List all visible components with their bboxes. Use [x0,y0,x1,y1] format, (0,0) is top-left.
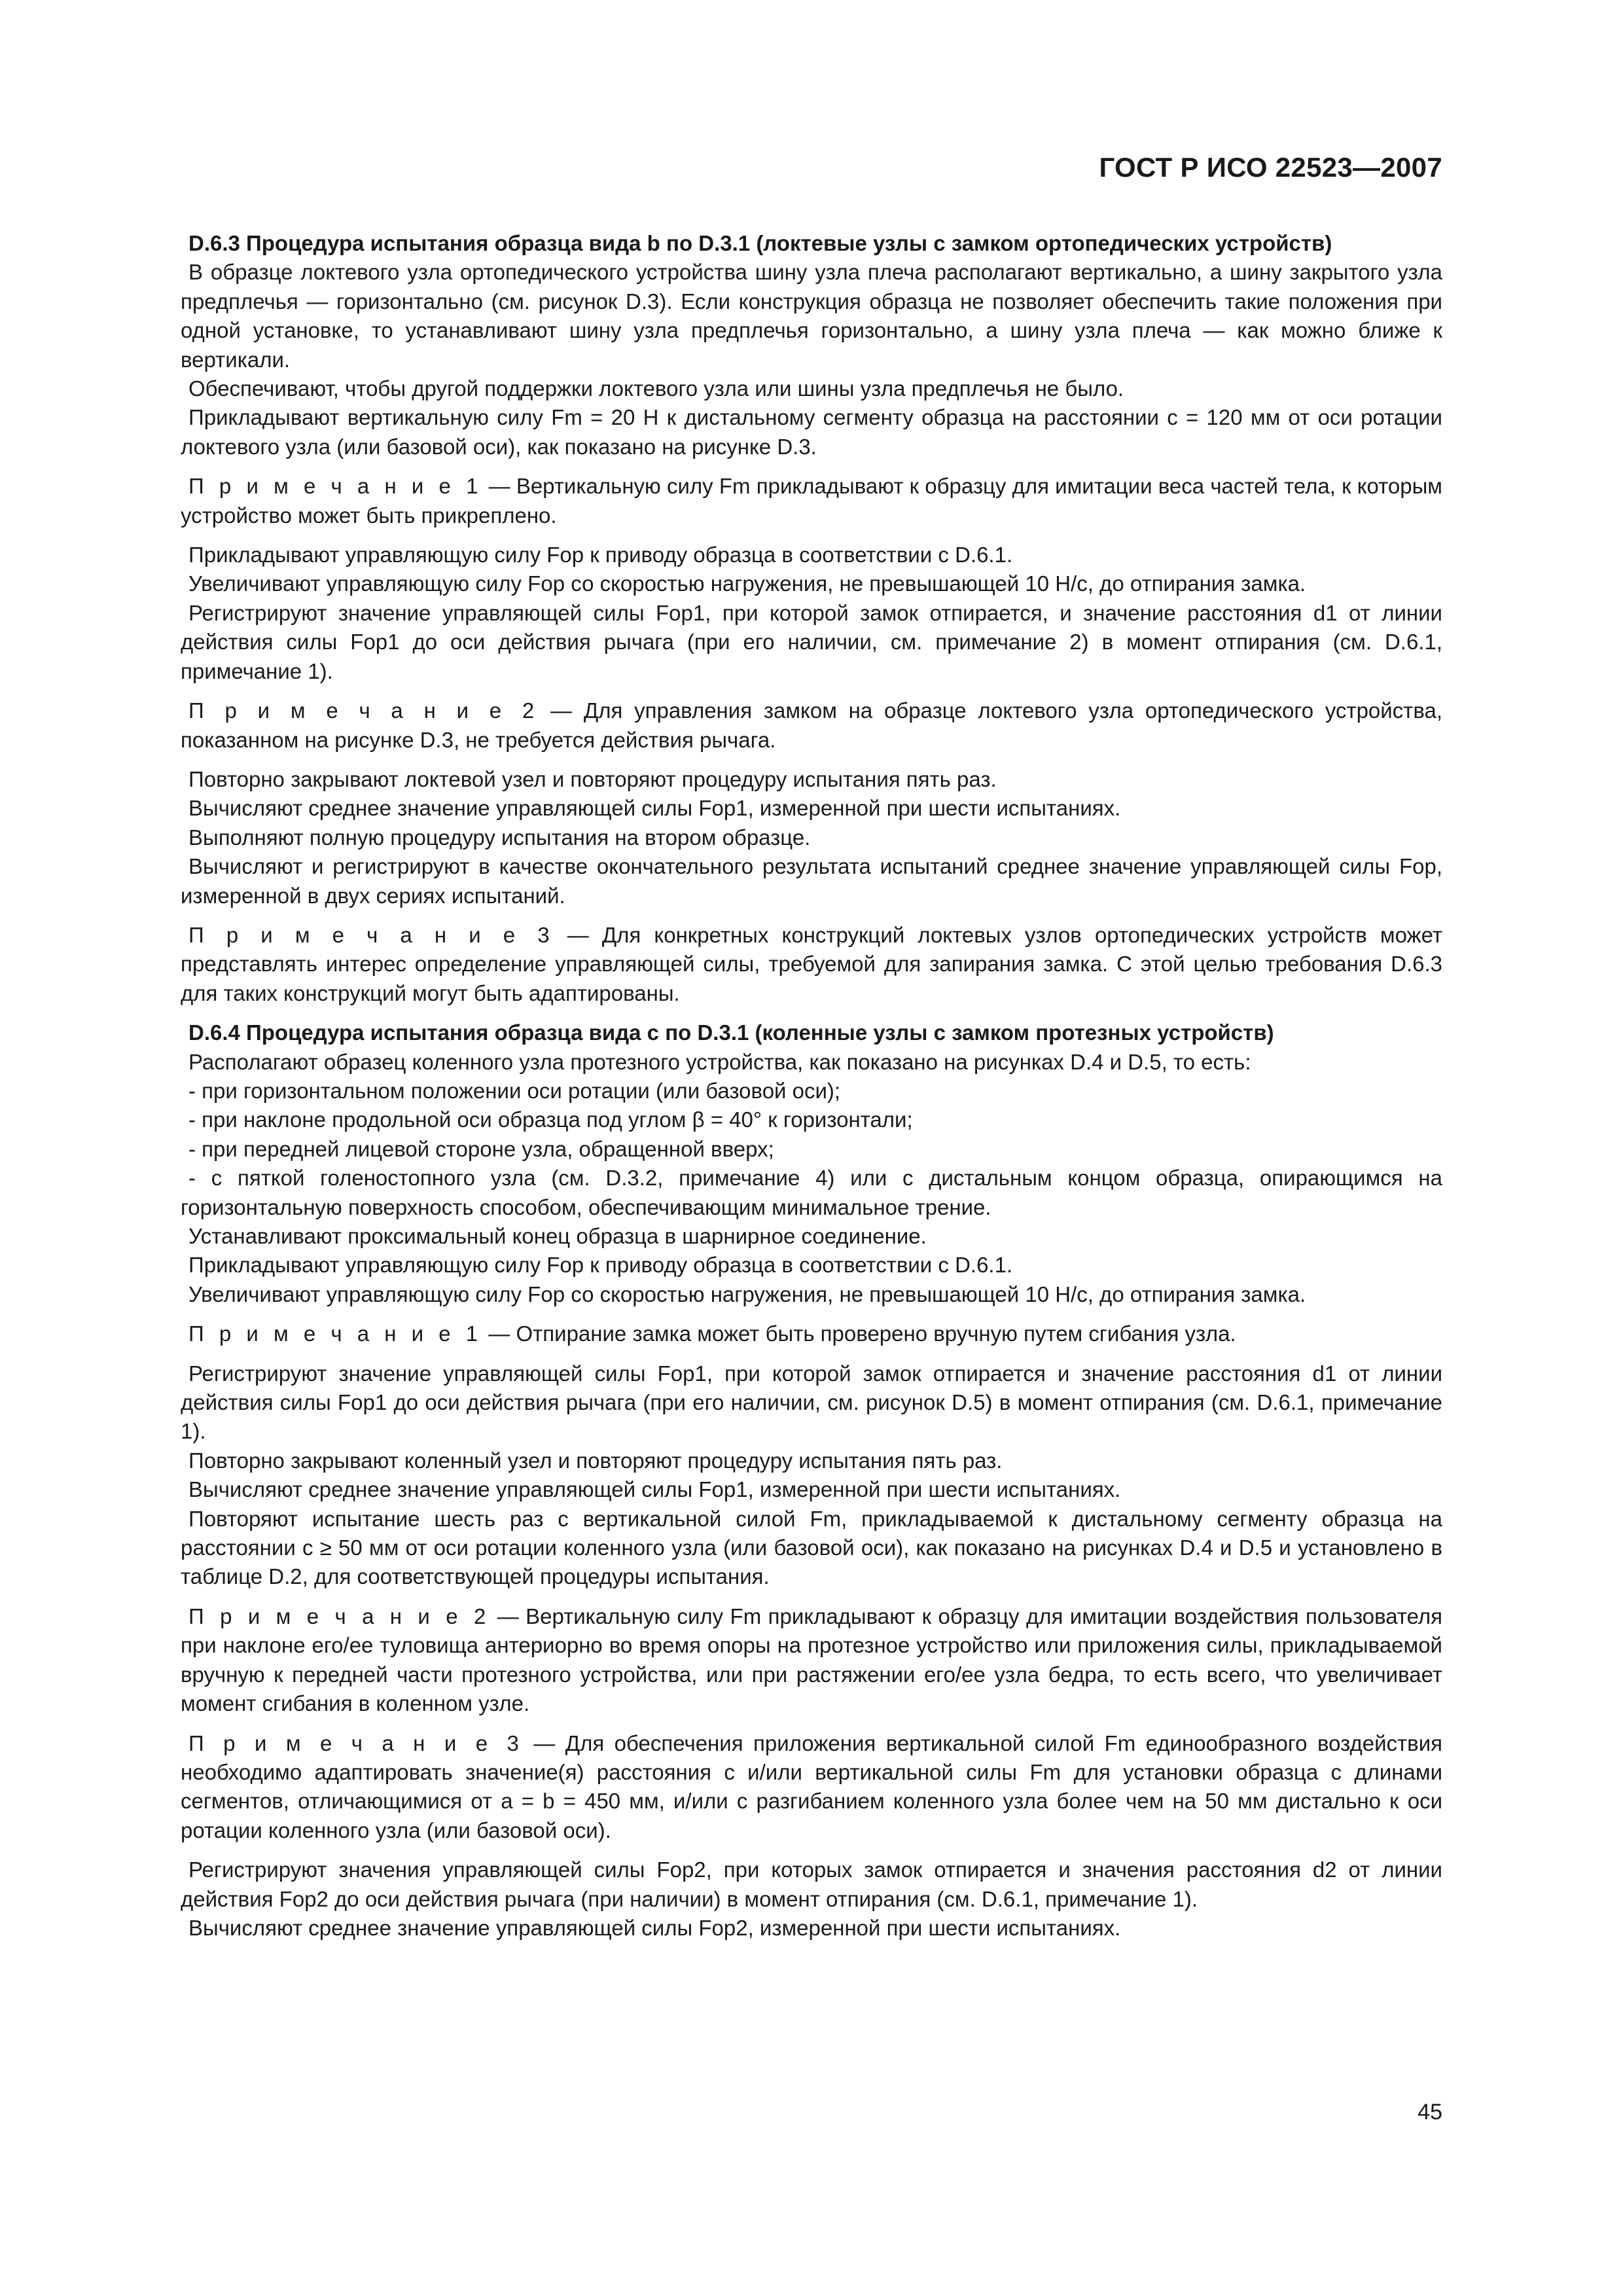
paragraph-text: Устанавливают проксимальный конец образца в шарнирное соединение. [188,1224,927,1248]
body-paragraph [181,541,1442,569]
list-item [181,1077,1442,1105]
paragraph-text: — Вертикальную силу Fm прикладывают к образцу для имитации воздействия пользователя при наклоне его/ее туловища антериорно во время опоры на протезное устройство или приложения силы, прикладываемой вручную к передней части протезного устройства, или при растяжении его/ее узла бедра, то есть всего, что увеличивает момент сгибания в коленном узле. [181,1604,1442,1716]
paragraph-text: Регистрируют значение управляющей силы Fop1, при которой замок отпирается, и значение расстояния d1 от линии действия силы Fop1 до оси действия рычага (при его наличии, см. примечание 2) в момент отпирания (см. D.6.1, примечание 1). [181,600,1442,683]
paragraph-text: Обеспечивают, чтобы другой поддержки локтевого узла или шины узла предплечья не было. [188,376,1124,401]
document-body [181,229,1442,1943]
body-paragraph [181,852,1442,910]
note-paragraph [181,921,1442,1008]
paragraph-text: Прикладывают управляющую силу Fop к приводу образца в соответствии с D.6.1. [188,1253,1013,1278]
body-paragraph [181,374,1442,403]
body-paragraph [181,1505,1442,1592]
standard-designation: ГОСТ Р ИСО 22523—2007 [1099,152,1442,183]
paragraph-text: Выполняют полную процедуру испытания на втором образце. [188,825,811,850]
body-paragraph [181,1251,1442,1280]
paragraph-text: - при передней лицевой стороне узла, обращенной вверх; [188,1136,774,1161]
paragraph-text: Вычисляют среднее значение управляющей силы Fop1, измеренной при шести испытаниях. [188,796,1121,821]
paragraph-text: - при наклоне продольной оси образца под углом β = 40° к горизонтали; [188,1107,913,1132]
note-label: П р и м е ч а н и е 2 [188,698,539,723]
paragraph-text: Вычисляют среднее значение управляющей силы Fop1, измеренной при шести испытаниях. [188,1477,1121,1502]
list-item [181,1105,1442,1134]
paragraph-text: Вычисляют среднее значение управляющей силы Fop2, измеренной при шести испытаниях. [188,1915,1121,1940]
body-paragraph [181,1914,1442,1943]
paragraph-text: — Для управления замком на образце локтевого узла ортопедического устройства, показанном на рисунке D.3, не требуется действия рычага. [181,698,1443,752]
paragraph-text: - с пяткой голеностопного узла (см. D.3.2, примечание 4) или с дистальным концом образца, опирающимся на горизонтальную поверхность способом, обеспечивающим минимальное трение. [181,1166,1442,1219]
paragraph-text: Увеличивают управляющую силу Fop со скоростью нагружения, не превышающей 10 Н/с, до отпирания замка. [188,571,1306,596]
list-item [181,1164,1442,1222]
body-paragraph [181,794,1442,823]
section-heading [181,229,1442,258]
body-paragraph [181,1359,1442,1446]
paragraph-text: — Для обеспечения приложения вертикальной силой Fm единообразного воздействия необходимо адаптировать значение(я) расстояния c и/или вертикальной силы Fm для установки образца с длинами сегментов, отличающимися от a = b = 450 мм, и/или с разгибанием коленного узла более чем на 50 мм дистально к оси ротации коленного узла (или базовой оси). [181,1731,1443,1842]
note-paragraph [181,1729,1442,1846]
note-label: П р и м е ч а н и е 3 [188,922,554,947]
paragraph-text: Повторно закрывают локтевой узел и повторяют процедуру испытания пять раз. [188,766,997,791]
paragraph-text: - при горизонтальном положении оси ротации (или базовой оси); [188,1078,841,1103]
paragraph-text: Регистрируют значения управляющей силы Fop2, при которых замок отпирается и значения расстояния d2 от линии действия Fop2 до оси действия рычага (при наличии) в момент отпирания (см. D.6.1, примечание 1). [181,1857,1442,1911]
paragraph-text: В образце локтевого узла ортопедического устройства шину узла плеча располагают вертикально, а шину закрытого узла предплечья — горизонтально (см. рисунок D.3). Если конструкция образца не позволяет обеспечить такие положения при одной установке, то устанавливают шину узла предплечья горизонтально, а шину узла плеча — как можно ближе к вертикали. [181,260,1442,372]
body-paragraph [181,1446,1442,1475]
paragraph-text: Повторно закрывают коленный узел и повторяют процедуру испытания пять раз. [188,1448,1003,1473]
list-item [181,1135,1442,1164]
body-paragraph [181,823,1442,852]
page-number: 45 [1418,2100,1442,2125]
paragraph-text: — Отпирание замка может быть проверено вручную путем сгибания узла. [482,1321,1236,1346]
paragraph-text: Регистрируют значение управляющей силы Fop1, при которой замок отпирается и значение расстояния d1 от линии действия силы Fop1 до оси действия рычага (при его наличии, см. рисунок D.5) в момент отпирания (см. D.6.1, примечание 1). [181,1361,1442,1444]
paragraph-text: Прикладывают вертикальную силу Fm = 20 Н к дистальному сегменту образца на расстоянии c = 120 мм от оси ротации локтевого узла (или базовой оси), как показано на рисунке D.3. [181,405,1442,459]
section-heading [181,1018,1442,1047]
paragraph-text: D.6.3 Процедура испытания образца вида b по D.3.1 (локтевые узлы с замком ортопедических устройств) [188,231,1332,255]
body-paragraph [181,569,1442,598]
note-label: П р и м е ч а н и е 1 [188,474,483,499]
paragraph-text: — Вертикальную силу Fm прикладывают к образцу для имитации веса частей тела, к которым устройство может быть прикреплено. [181,474,1442,528]
note-paragraph [181,1602,1442,1719]
body-paragraph [181,1280,1442,1309]
note-label: П р и м е ч а н и е 2 [188,1604,491,1628]
note-paragraph [181,472,1442,530]
note-paragraph [181,1319,1442,1348]
body-paragraph [181,1048,1442,1077]
note-paragraph [181,696,1442,755]
body-paragraph [181,1222,1442,1251]
note-label: П р и м е ч а н и е 3 [188,1731,524,1755]
paragraph-text: Располагают образец коленного узла протезного устройства, как показано на рисунках D.4 и D.5, то есть: [188,1049,1251,1074]
body-paragraph [181,403,1442,461]
paragraph-text: Повторяют испытание шесть раз с вертикальной силой Fm, прикладываемой к дистальному сегменту образца на расстоянии c ≥ 50 мм от оси ротации коленного узла (или базовой оси), как показано на рисунках D.4 и D.5 и установлено в таблице D.2, для соответствующей процедуры испытания. [181,1506,1442,1589]
paragraph-text: Прикладывают управляющую силу Fop к приводу образца в соответствии с D.6.1. [188,543,1013,567]
paragraph-text: Увеличивают управляющую силу Fop со скоростью нагружения, не превышающей 10 Н/с, до отпирания замка. [188,1282,1306,1306]
body-paragraph [181,258,1442,374]
body-paragraph [181,1856,1442,1914]
body-paragraph [181,599,1442,686]
body-paragraph [181,765,1442,794]
paragraph-text: Вычисляют и регистрируют в качестве окончательного результата испытаний среднее значение управляющей силы Fop, измеренной в двух сериях испытаний. [181,854,1442,908]
paragraph-text: D.6.4 Процедура испытания образца вида c по D.3.1 (коленные узлы с замком протезных устройств) [188,1020,1274,1045]
paragraph-text: — Для конкретных конструкций локтевых узлов ортопедических устройств может представлять интерес определение управляющей силы, требуемой для запирания замка. С этой целью требования D.6.3 для таких конструкций могут быть адаптированы. [181,922,1442,1005]
note-label: П р и м е ч а н и е 1 [188,1321,483,1346]
body-paragraph [181,1475,1442,1504]
